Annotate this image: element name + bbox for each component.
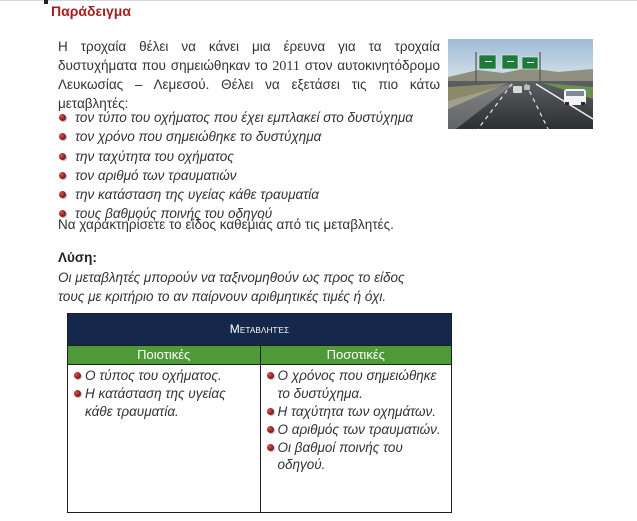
variable-label: την κατάσταση της υγείας κάθε τραυματία [75, 187, 319, 203]
problem-text-before-year: Η τροχαία θέλει να κάνει μια έρευνα για τα τροχαία δυστυχήματα που σημειώθηκαν το [58, 39, 440, 73]
page-heading: Παράδειγμα [51, 3, 131, 19]
quantitative-column [260, 346, 452, 512]
quantitative-body [261, 365, 452, 512]
quantitative-item-label: Η ταχύτητα των οχημάτων. [277, 403, 437, 419]
problem-statement [58, 38, 440, 113]
qualitative-item [68, 367, 256, 385]
red-sphere-bullet-icon [74, 372, 81, 379]
highway-photo [448, 39, 593, 129]
variable-item [58, 185, 413, 204]
red-sphere-bullet-icon [59, 172, 66, 179]
variable-item [58, 166, 413, 185]
qualitative-item-label: Ο τύπος του οχήματος. [85, 368, 222, 383]
red-sphere-bullet-icon [59, 191, 66, 198]
variable-label: τους βαθμούς ποινής του οδηγού [75, 206, 273, 222]
corner-mark [44, 0, 48, 4]
red-sphere-bullet-icon [59, 133, 66, 140]
quantitative-item-label: Ο αριθμός των τραυματιών. [277, 421, 441, 437]
variables-table [67, 313, 452, 513]
variable-label: την ταχύτητα του οχήματος [75, 148, 234, 164]
highway-photo-image [448, 39, 593, 129]
variable-item [58, 127, 413, 146]
qualitative-item [68, 385, 256, 420]
red-sphere-bullet-icon [267, 372, 274, 379]
red-sphere-bullet-icon [267, 426, 274, 433]
variable-label: τον χρόνο που σημειώθηκε το δυστύχημα [75, 129, 322, 145]
table-title: Μεταβλητές [68, 314, 451, 346]
red-sphere-bullet-icon [267, 444, 274, 451]
problem-text-after-year: στον αυτοκινητόδρομο Λευκωσίας – Λεμεσού. Θέλει να εξετάσει τις πιο κάτω μεταβλητές: [58, 57, 440, 111]
red-sphere-bullet-icon [74, 390, 81, 397]
variables-list [58, 108, 413, 224]
quantitative-item [261, 439, 448, 474]
red-sphere-bullet-icon [59, 114, 66, 121]
solution-label: Λύση: [58, 250, 97, 265]
qualitative-list [68, 367, 260, 420]
variable-item [58, 147, 413, 166]
quantitative-item [261, 403, 448, 421]
qualitative-header: Ποιοτικές [68, 346, 260, 365]
quantitative-item [261, 421, 448, 439]
qualitative-column [68, 346, 260, 512]
quantitative-header: Ποσοτικές [261, 346, 452, 365]
qualitative-item-label: Η κατάσταση της υγείας κάθε τραυματία. [85, 386, 226, 419]
quantitative-item-label: Ο χρόνος που σημειώθηκε το δυστύχημα. [277, 368, 437, 401]
quantitative-item [261, 367, 448, 402]
red-sphere-bullet-icon [267, 408, 274, 415]
quantitative-list [261, 367, 452, 474]
qualitative-body [68, 365, 260, 512]
closing-instruction: Να χαρακτηρίσετε το είδος καθεμιάς από τις μεταβλητές. [58, 217, 394, 232]
solution-text: Οι μεταβλητές μπορούν να ταξινομηθούν ως προς το είδος τους με κριτήριο το αν παίρνουν αριθμητικές τιμές ή όχι. [58, 270, 405, 304]
red-sphere-bullet-icon [59, 153, 66, 160]
table-columns [68, 346, 451, 512]
quantitative-item-label: Οι βαθμοί ποινής του οδηγού. [277, 439, 403, 472]
problem-year: 2011 [272, 58, 300, 74]
top-rule [0, 0, 637, 1]
variable-label: τον τύπο του οχήματος που έχει εμπλακεί στο δυστύχημα [75, 110, 413, 125]
variable-item [58, 108, 413, 127]
variable-label: τον αριθμό των τραυματιών [75, 167, 237, 183]
